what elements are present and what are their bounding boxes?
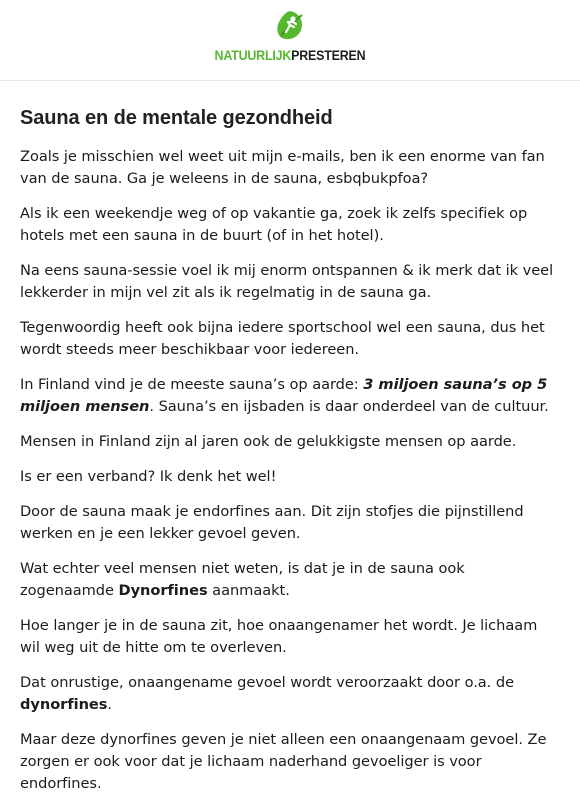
paragraph-5-tail: . Sauna’s en ijsbaden is daar onderdeel van de cultuur. bbox=[149, 398, 549, 415]
paragraph-9 bbox=[20, 558, 560, 602]
paragraph-8: Door de sauna maak je endorfines aan. Dit zijn stofjes die pijnstillend werken en je een lekker gevoel geven. bbox=[20, 503, 524, 542]
paragraph-11-tail: . bbox=[107, 696, 112, 713]
brand-name bbox=[215, 48, 366, 63]
paragraph-5 bbox=[20, 374, 560, 418]
paragraph-9-tail: aanmaakt. bbox=[207, 582, 290, 599]
article-body bbox=[0, 81, 580, 795]
paragraph-9-text: Wat echter veel mensen niet weten, is dat je in de sauna ook zogenaamde bbox=[20, 560, 465, 599]
paragraph-11-text: Dat onrustige, onaangename gevoel wordt veroorzaakt door o.a. de bbox=[20, 674, 515, 691]
paragraph-4: Tegenwoordig heeft ook bijna iedere sportschool wel een sauna, dus het wordt steeds meer beschikbaar voor iedereen. bbox=[20, 319, 545, 358]
paragraph-6: Mensen in Finland zijn al jaren ook de gelukkigste mensen op aarde. bbox=[20, 433, 517, 450]
paragraph-11-highlight: dynorfines bbox=[20, 696, 108, 713]
paragraph-5-text: In Finland vind je de meeste sauna’s op aarde: bbox=[20, 376, 364, 393]
paragraph-10: Hoe langer je in de sauna zit, hoe onaangenamer het wordt. Je lichaam wil weg uit de hitte om te overleven. bbox=[20, 617, 538, 656]
brand-name-part2: PRESTEREN bbox=[291, 48, 366, 63]
article-title: Sauna en de mentale gezondheid bbox=[20, 107, 333, 129]
paragraph-11 bbox=[20, 672, 560, 716]
paragraph-12: Maar deze dynorfines geven je niet alleen een onaangenaam gevoel. Ze zorgen er ook voor dat je lichaam naderhand gevoeliger is voor endorfines. bbox=[20, 731, 547, 792]
paragraph-5-highlight: 3 miljoen sauna’s op 5 miljoen mensen bbox=[20, 376, 548, 415]
paragraph-9-highlight: Dynorfines bbox=[118, 582, 208, 599]
paragraph-1: Zoals je misschien wel weet uit mijn e-mails, ben ik een enorme van fan van de sauna. Ga je weleens in de sauna, esbqbukpfoa? bbox=[20, 148, 545, 187]
paragraph-2: Als ik een weekendje weg of op vakantie ga, zoek ik zelfs specifiek op hotels met een sauna in de buurt (of in het hotel). bbox=[20, 205, 528, 244]
brand-logo[interactable] bbox=[0, 10, 580, 63]
running-person-leaf-icon bbox=[275, 10, 305, 42]
brand-name-part1: NATUURLIJK bbox=[214, 48, 292, 63]
paragraph-3: Na eens sauna-sessie voel ik mij enorm ontspannen & ik merk dat ik veel lekkerder in mijn vel zit als ik regelmatig in de sauna ga. bbox=[20, 262, 554, 301]
paragraph-7: Is er een verband? Ik denk het wel! bbox=[20, 468, 277, 485]
email-header bbox=[0, 0, 580, 81]
